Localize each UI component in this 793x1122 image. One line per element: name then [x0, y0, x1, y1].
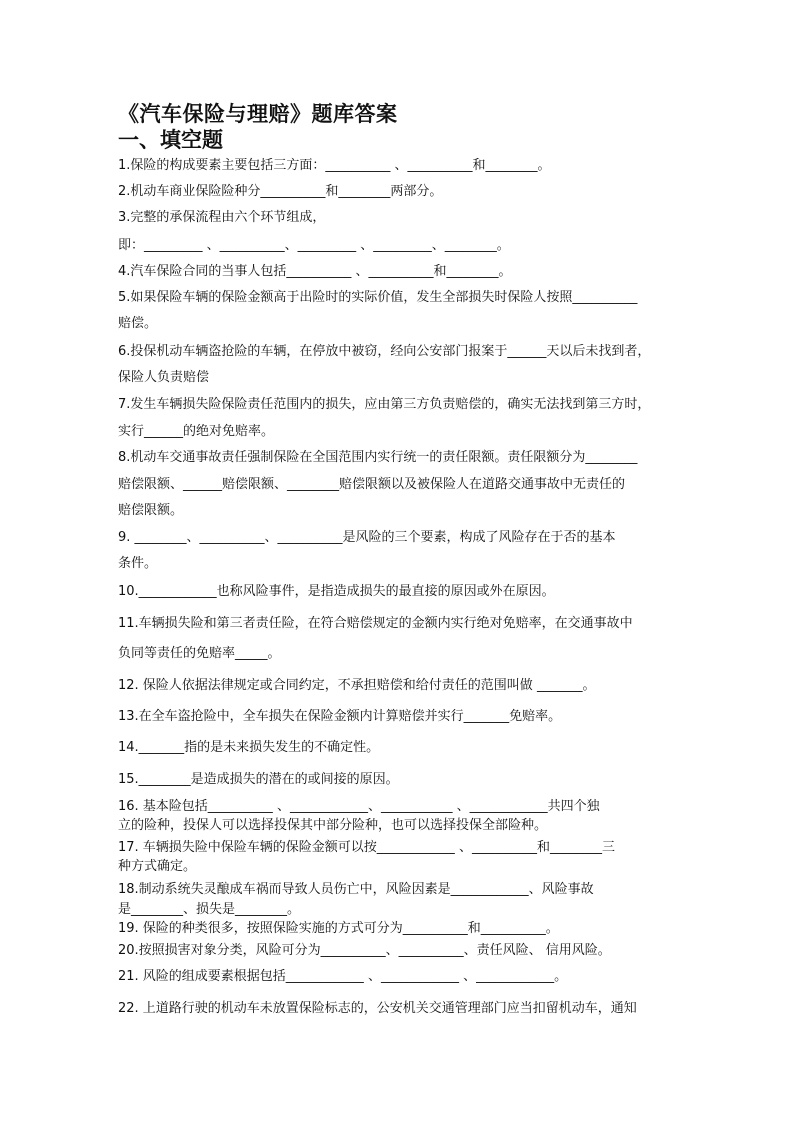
question-line: 实行______的绝对免赔率。 [118, 424, 275, 439]
question-line: 5.如果保险车辆的保险金额高于出险时的实际价值，发生全部损失时保险人按照__________ [118, 290, 638, 305]
question-line: 20.按照损害对象分类，风险可分为__________、__________、责任风险、 信用风险。 [118, 943, 611, 958]
question-line: 8.机动车交通事故责任强制保险在全国范围内实行统一的责任限额。责任限额分为________ [118, 450, 638, 465]
question-line: 9. ________、__________、__________是风险的三个要素，构成了风险存在于否的基本 [118, 530, 616, 545]
question-line: 7.发生车辆损失险保险责任范围内的损失，应由第三方负责赔偿的，确实无法找到第三方时， [118, 397, 651, 412]
question-line: 6.投保机动车辆盗抢险的车辆，在停放中被窃，经向公安部门报案于______天以后未找到者， [118, 344, 651, 359]
question-line: 即：_________ 、__________、_________ 、_________、________。 [118, 238, 510, 253]
question-line: 14._______指的是未来损失发生的不确定性。 [118, 740, 380, 755]
document-title: 《汽车保险与理赔》题库答案 [118, 101, 398, 126]
question-line: 种方式确定。 [118, 859, 197, 874]
question-line: 19. 保险的种类很多，按照保险实施的方式可分为__________和__________。 [118, 921, 559, 936]
question-line: 21. 风险的组成要素根据包括____________ 、____________ 、____________。 [118, 969, 568, 984]
question-line: 保险人负责赔偿 [118, 370, 210, 385]
question-line: 赔偿限额。 [118, 503, 184, 518]
question-line: 22. 上道路行驶的机动车未放置保险标志的，公安机关交通管理部门应当扣留机动车，通知 [118, 1001, 637, 1016]
question-line: 16. 基本险包括__________ 、____________、___________ 、____________共四个独 [118, 799, 600, 814]
question-line: 是________、损失是________。 [118, 902, 301, 917]
question-line: 赔偿。 [118, 316, 158, 331]
question-line: 4.汽车保险合同的当事人包括__________ 、__________和________。 [118, 264, 512, 279]
question-line: 18.制动系统失灵酿成车祸而导致人员伤亡中，风险因素是____________、风险事故 [118, 882, 594, 897]
question-line: 13.在全车盗抢险中，全车损失在保险金额内计算赔偿并实行_______免赔率。 [118, 709, 562, 724]
question-line: 1.保险的构成要素主要包括三方面：__________ 、__________和________。 [118, 158, 551, 173]
question-line: 2.机动车商业保险险种分__________和________两部分。 [118, 184, 443, 199]
question-line: 10.____________也称风险事件，是指造成损失的最直接的原因或外在原因。 [118, 584, 555, 599]
question-line: 立的险种，投保人可以选择投保其中部分险种，也可以选择投保全部险种。 [118, 818, 548, 833]
question-line: 3.完整的承保流程由六个环节组成， [118, 210, 326, 225]
question-line: 15.________是造成损失的潜在的或间接的原因。 [118, 772, 399, 787]
section-heading: 一、填空题 [118, 127, 223, 152]
question-line: 赔偿限额、______赔偿限额、________赔偿限额以及被保险人在道路交通事故中无责任的 [118, 477, 626, 492]
question-line: 11.车辆损失险和第三者责任险，在符合赔偿规定的金额内实行绝对免赔率，在交通事故中 [118, 616, 633, 631]
question-line: 12. 保险人依据法律规定或合同约定，不承担赔偿和给付责任的范围叫做 _______。 [118, 678, 596, 693]
question-line: 条件。 [118, 556, 158, 571]
question-line: 17. 车辆损失险中保险车辆的保险金额可以按____________ 、__________和________三 [118, 840, 615, 855]
question-line: 负同等责任的免赔率_____。 [118, 646, 281, 661]
